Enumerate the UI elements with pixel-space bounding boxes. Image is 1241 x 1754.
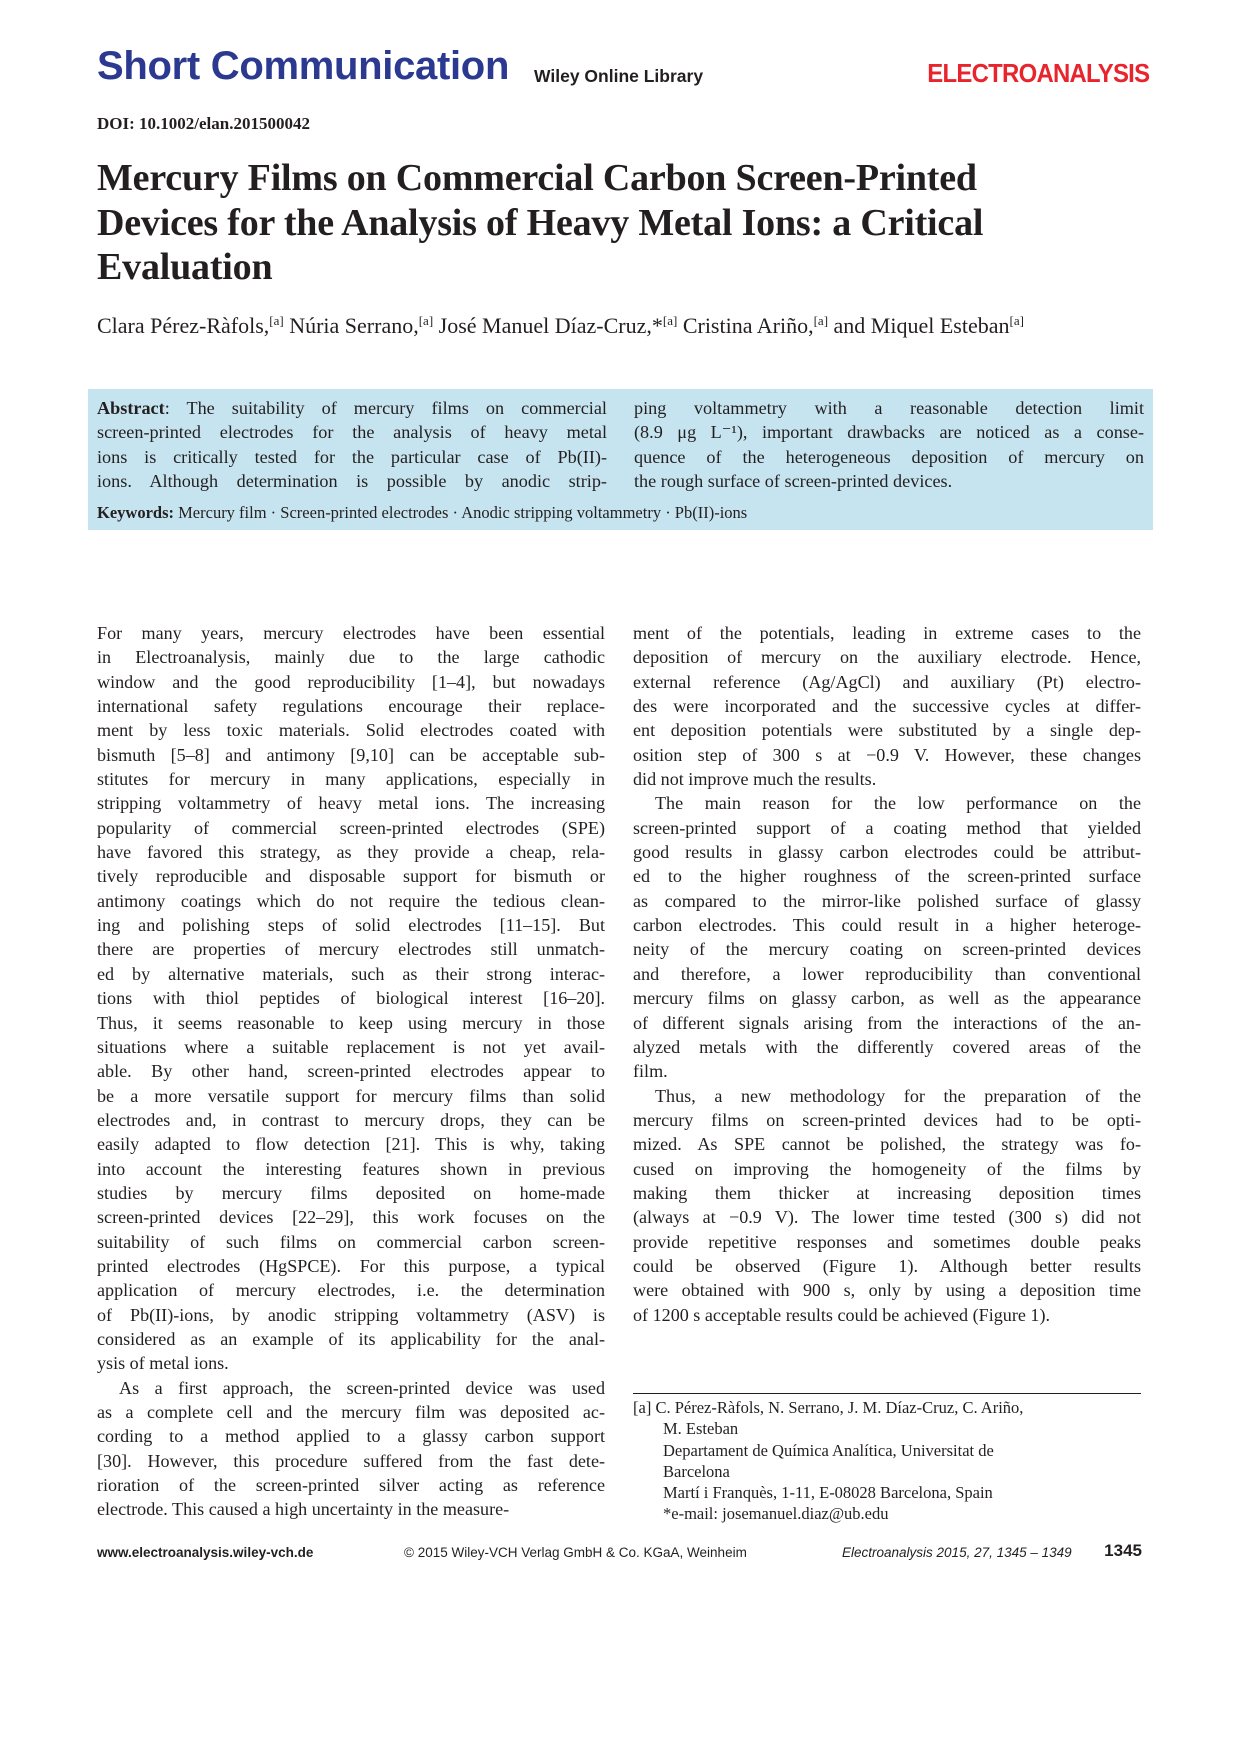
footnote-line: M. Esteban: [663, 1419, 739, 1439]
abstract-line: quence of the heterogeneous deposition of mercury on: [634, 446, 1144, 467]
body-text-line: making them thicker at increasing deposition times: [633, 1182, 1141, 1203]
body-text-line: carbon electrodes. This could result in a higher heteroge-: [633, 915, 1141, 936]
body-text-line: stripping voltammetry of heavy metal ions. The increasing: [97, 793, 605, 814]
body-text-line: external reference (Ag/AgCl) and auxiliary (Pt) electro-: [633, 671, 1141, 692]
body-text-line: screen-printed devices [22–29], this work focuses on the: [97, 1207, 605, 1228]
body-text-line: cording to a method applied to a glassy carbon support: [97, 1426, 605, 1447]
body-text-line: (always at −0.9 V). The lower time tested (300 s) did not: [633, 1207, 1141, 1228]
body-text-line: were obtained with 900 s, only by using a deposition time: [633, 1280, 1141, 1301]
body-text-line: and therefore, a lower reproducibility than conventional: [633, 963, 1141, 984]
wiley-online-library-label: Wiley Online Library: [534, 66, 704, 86]
journal-url[interactable]: www.electroanalysis.wiley-vch.de: [97, 1545, 314, 1560]
body-text-line: neity of the mercury coating on screen-printed devices: [633, 939, 1141, 960]
body-text-line: ysis of metal ions.: [97, 1353, 229, 1374]
title-line: Evaluation: [97, 246, 273, 288]
body-text-line: able. By other hand, screen-printed electrodes appear to: [97, 1061, 605, 1082]
body-text-line: ent deposition potentials were substituted by a single dep-: [633, 720, 1141, 741]
abstract-line: ping voltammetry with a reasonable detection limit: [634, 398, 1144, 418]
body-text-line: there are properties of mercury electrodes still unmatch-: [97, 939, 605, 960]
body-text-line: ed to the higher roughness of the screen-printed surface: [633, 866, 1141, 887]
body-text-line: antimony coatings which do not require the tedious clean-: [97, 890, 605, 911]
abstract-line: the rough surface of screen-printed devices.: [634, 470, 953, 491]
author-name: José Manuel Díaz-Cruz,*: [433, 313, 663, 338]
body-text-line: osition step of 300 s at −0.9 V. However, these changes: [633, 744, 1141, 765]
author-name: Clara Pérez-Ràfols,: [97, 313, 270, 338]
body-text-line: The main reason for the low performance on the: [655, 793, 1141, 814]
body-text-line: ment of the potentials, leading in extreme cases to the: [633, 623, 1141, 643]
body-text-line: As a first approach, the screen-printed device was used: [119, 1377, 605, 1398]
body-text-line: could be observed (Figure 1). Although better results: [633, 1255, 1141, 1276]
body-text-line: mercury films on glassy carbon, as well as the appearance: [633, 988, 1141, 1009]
page-number: 1345: [1104, 1541, 1142, 1560]
footnote-line: Barcelona: [663, 1461, 730, 1481]
body-text-line: into account the interesting features shown in previous: [97, 1158, 605, 1179]
body-text-line: window and the good reproducibility [1–4], but nowadays: [97, 671, 605, 692]
abstract-line: screen-printed electrodes for the analysis of heavy metal: [97, 422, 607, 443]
abstract-label: Abstract: [97, 398, 165, 418]
body-text-line: international safety regulations encourage their replace-: [97, 696, 605, 717]
body-text-line: ing and polishing steps of solid electrodes [11–15]. But: [97, 915, 605, 936]
abstract-line: ions. Although determination is possible by anodic strip-: [97, 470, 607, 491]
body-text-line: ed by alternative materials, such as their strong interac-: [97, 963, 605, 984]
abstract-left-column: [97, 396, 607, 493]
body-text-line: deposition of mercury on the auxiliary electrode. Hence,: [633, 647, 1141, 668]
body-text-line: For many years, mercury electrodes have been essential: [97, 623, 605, 643]
body-text-line: good results in glassy carbon electrodes could be attribut-: [633, 842, 1141, 863]
title-line: Devices for the Analysis of Heavy Metal Ions: a Critical: [97, 201, 984, 244]
body-left-column: [97, 621, 605, 1522]
body-text-line: provide repetitive responses and sometimes double peaks: [633, 1231, 1141, 1252]
abstract-line: ions is critically tested for the particular case of Pb(II)-: [97, 446, 607, 467]
body-text-line: mized. As SPE cannot be polished, the strategy was fo-: [633, 1134, 1141, 1155]
body-text-line: Thus, it seems reasonable to keep using mercury in those: [97, 1012, 605, 1033]
keywords: [97, 503, 747, 523]
body-text-line: studies by mercury films deposited on home-made: [97, 1182, 605, 1203]
body-text-line: bismuth [5–8] and antimony [9,10] can be acceptable sub-: [97, 744, 605, 765]
title-line: Mercury Films on Commercial Carbon Screen-Printed: [97, 157, 977, 199]
body-text-line: ment by less toxic materials. Solid electrodes coated with: [97, 720, 605, 741]
body-text-line: popularity of commercial screen-printed electrodes (SPE): [97, 817, 605, 838]
body-text-line: of 1200 s acceptable results could be achieved (Figure 1).: [633, 1304, 1051, 1325]
body-text-line: rioration of the screen-printed silver acting as reference: [97, 1475, 605, 1496]
footnote-line: *e-mail: josemanuel.diaz@ub.edu: [663, 1504, 889, 1524]
body-text-line: [30]. However, this procedure suffered from the fast dete-: [97, 1450, 605, 1471]
abstract-right-column: [634, 396, 1144, 493]
keywords-list: Mercury film · Screen-printed electrodes · Anodic stripping voltammetry · Pb(II)-ions: [178, 503, 748, 522]
affiliation-footnote: [633, 1397, 1141, 1525]
body-text-line: stitutes for mercury in many applications, especially in: [97, 769, 605, 790]
body-text-line: screen-printed support of a coating method that yielded: [633, 817, 1141, 838]
author-name: Cristina Ariño,: [677, 313, 814, 338]
author-list: [97, 313, 1147, 339]
article-title: [97, 156, 1147, 290]
body-text-line: situations where a suitable replacement is not yet avail-: [97, 1036, 605, 1057]
body-right-column: [633, 621, 1141, 1327]
body-text-line: electrode. This caused a high uncertainty in the measure-: [97, 1499, 510, 1520]
body-text-line: mercury films on screen-printed devices had to be opti-: [633, 1109, 1141, 1130]
body-text-line: tively reproducible and disposable support for bismuth or: [97, 866, 605, 887]
body-text-line: electrodes and, in contrast to mercury drops, they can be: [97, 1109, 605, 1130]
affiliation-mark: [a]: [662, 313, 678, 328]
footnote-line: Departament de Química Analítica, Universitat de: [663, 1440, 994, 1460]
affiliation-mark: [a]: [269, 313, 284, 328]
body-text-line: cused on improving the homogeneity of the films by: [633, 1158, 1141, 1179]
copyright: © 2015 Wiley-VCH Verlag GmbH & Co. KGaA, Weinheim: [404, 1545, 747, 1560]
article-type-label: Short Communication: [97, 44, 510, 88]
body-text-line: Thus, a new methodology for the preparation of the: [655, 1085, 1141, 1106]
footnote-line: [a] C. Pérez-Ràfols, N. Serrano, J. M. Díaz-Cruz, C. Ariño,: [633, 1398, 1024, 1417]
body-text-line: des were incorporated and the successive cycles at differ-: [633, 696, 1141, 717]
body-text-line: of Pb(II)-ions, by anodic stripping voltammetry (ASV) is: [97, 1304, 605, 1325]
journal-name: ELECTROANALYSIS: [926, 58, 1149, 88]
affiliation-mark: [a]: [813, 313, 829, 328]
body-text-line: application of mercury electrodes, i.e. the determination: [97, 1280, 605, 1301]
body-text-line: considered as an example of its applicability for the anal-: [97, 1328, 605, 1349]
body-text-line: be a more versatile support for mercury films than solid: [97, 1085, 605, 1106]
doi: DOI: 10.1002/elan.201500042: [97, 114, 310, 133]
body-text-line: tions with thiol peptides of biological interest [16–20].: [97, 988, 605, 1009]
body-text-line: in Electroanalysis, mainly due to the large cathodic: [97, 647, 605, 668]
body-text-line: as compared to the mirror-like polished surface of glassy: [633, 890, 1141, 911]
citation: Electroanalysis 2015, 27, 1345 – 1349: [842, 1545, 1072, 1560]
abstract-line: (8.9 μg L⁻¹), important drawbacks are noticed as a conse-: [634, 422, 1144, 443]
footnote-line: Martí i Franquès, 1-11, E-08028 Barcelona, Spain: [663, 1483, 993, 1503]
footnote-divider: [633, 1393, 1141, 1394]
author-name: and Miquel Esteban: [828, 313, 1010, 338]
body-text-line: have favored this strategy, as they provide a cheap, rela-: [97, 842, 605, 863]
body-text-line: easily adapted to flow detection [21]. This is why, taking: [97, 1134, 605, 1155]
abstract-line: [97, 396, 607, 420]
body-text-line: suitability of such films on commercial carbon screen-: [97, 1231, 605, 1252]
body-text-line: of different signals arising from the interactions of the an-: [633, 1012, 1141, 1033]
body-text-line: film.: [633, 1061, 668, 1082]
body-text-line: alyzed metals with the differently covered areas of the: [633, 1036, 1141, 1057]
affiliation-mark: [a]: [418, 313, 434, 328]
affiliation-mark: [a]: [1009, 313, 1024, 328]
keywords-label: Keywords:: [97, 503, 174, 522]
author-name: Núria Serrano,: [283, 313, 419, 338]
body-text-line: as a complete cell and the mercury film was deposited ac-: [97, 1402, 605, 1422]
body-text-line: printed electrodes (HgSPCE). For this purpose, a typical: [97, 1255, 605, 1276]
abstract-text: : The suitability of mercury films on commercial: [164, 398, 607, 418]
body-text-line: did not improve much the results.: [633, 769, 877, 790]
